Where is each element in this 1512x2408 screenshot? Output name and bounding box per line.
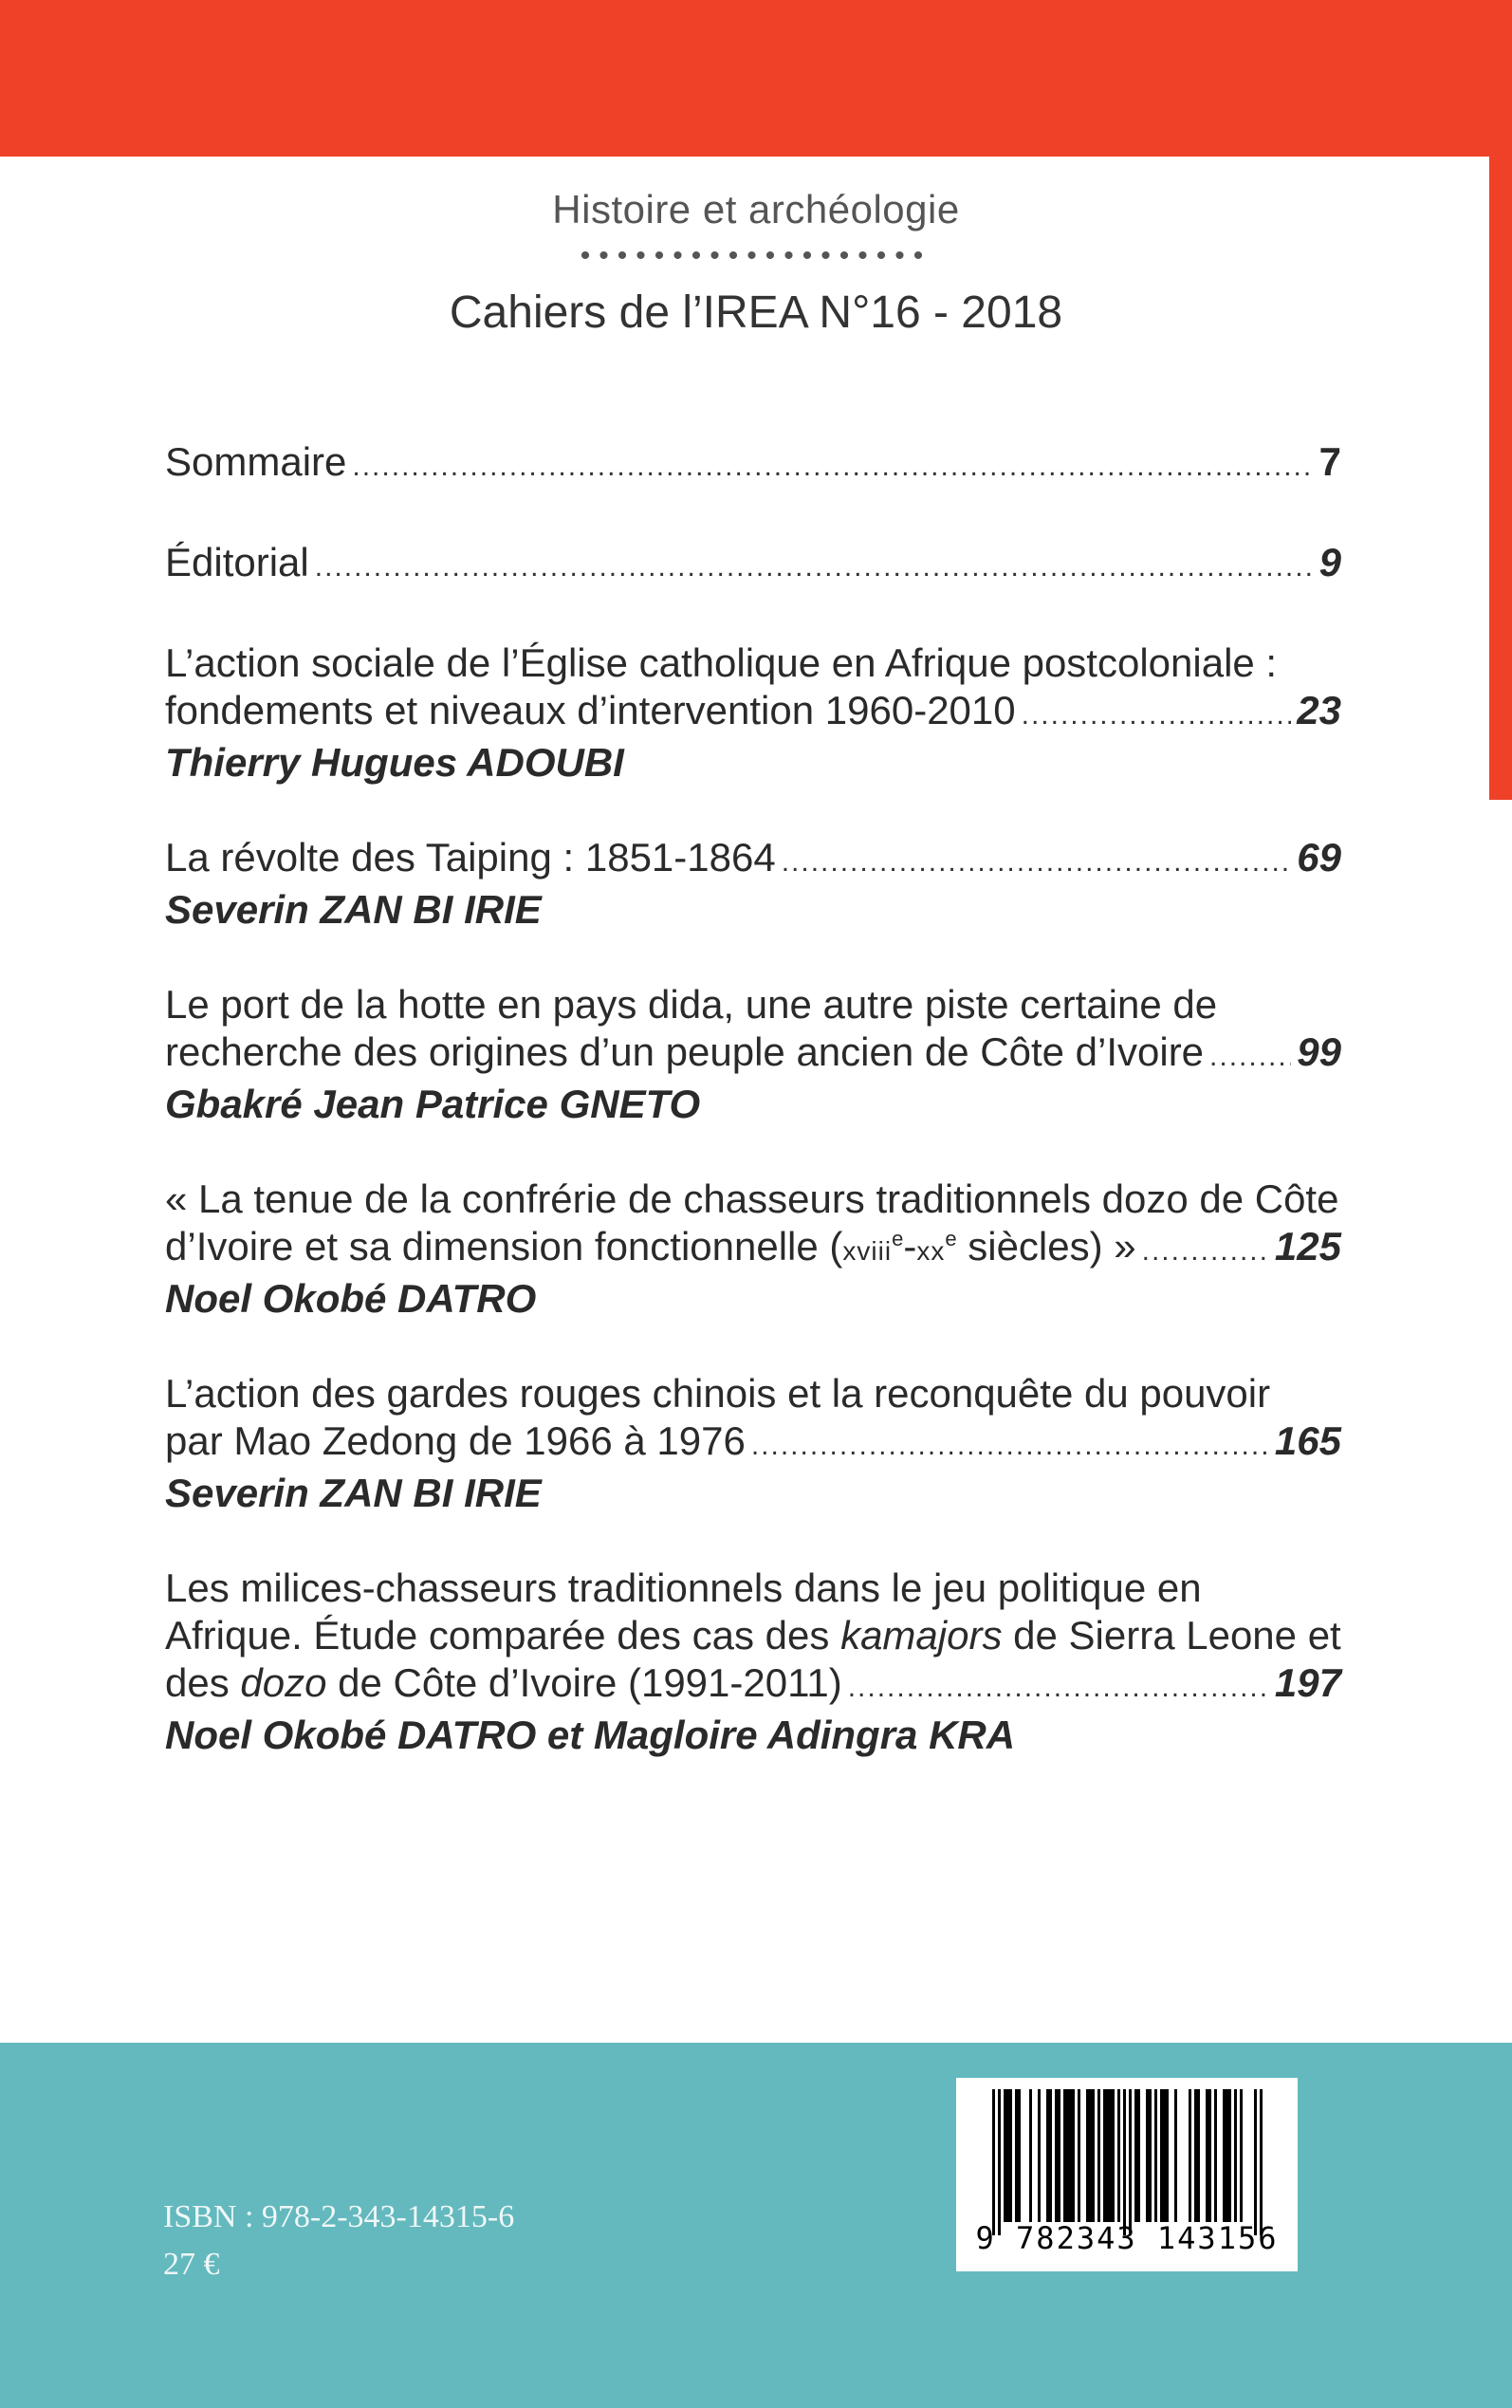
toc-entry-sommaire[interactable] [165, 438, 1341, 491]
barcode-bar [1206, 2089, 1208, 2222]
barcode-bar [1134, 2089, 1137, 2222]
italic-term: dozo [240, 1660, 327, 1705]
barcode-bar [1189, 2089, 1191, 2222]
page-number: 99 [1297, 1029, 1341, 1074]
barcode-bar [1112, 2089, 1115, 2222]
entry-title-line: par Mao Zedong de 1966 à 1976 [165, 1418, 746, 1463]
barcode-bar [1106, 2089, 1109, 2222]
entry-title-line: La révolte des Taiping : 1851-1864 [165, 835, 776, 880]
barcode-bar [1004, 2089, 1006, 2222]
page-number: 7 [1318, 439, 1341, 484]
barcode-bar [1146, 2089, 1149, 2222]
toc-entry-article-3[interactable] [165, 981, 1341, 1128]
barcode-bar [1174, 2089, 1177, 2222]
toc-entry-article-6[interactable] [165, 1565, 1341, 1759]
barcode-bar [1109, 2089, 1112, 2222]
page-number: 23 [1297, 688, 1341, 732]
barcode-bar [1066, 2089, 1069, 2222]
entry-title-line: d’Ivoire et sa dimension fonctionnelle ($xviii^e-xx^e$ siècles) » [165, 1224, 1136, 1269]
barcode-bar [1063, 2089, 1066, 2222]
entry-title: Éditorial [165, 540, 309, 584]
entry-author: Thierry Hugues ADOUBI [165, 740, 624, 785]
toc-entry-article-1[interactable] [165, 639, 1341, 787]
barcode-bar [1018, 2089, 1021, 2222]
page-number: 9 [1318, 540, 1341, 584]
page-number: 197 [1274, 1660, 1341, 1705]
entry-title-line: fondements et niveaux d’intervention 1960-2010 [165, 688, 1016, 732]
isbn-text: ISBN : 978-2-343-14315-6 [163, 2199, 515, 2234]
entry-title-line: recherche des origines d’un peuple ancien de Côte d’Ivoire [165, 1029, 1205, 1074]
barcode-bar [1015, 2089, 1018, 2222]
barcode-bar [1089, 2089, 1092, 2222]
barcode-bar [1049, 2089, 1052, 2222]
dot-leader [1142, 1228, 1269, 1275]
entry-title-line: Les milices-chasseurs traditionnels dans le jeu politique en [165, 1565, 1202, 1610]
barcode-bar [1092, 2089, 1095, 2222]
page-number: 125 [1274, 1224, 1341, 1269]
dot-leader [1022, 692, 1292, 739]
barcode-bar [1069, 2089, 1072, 2222]
dot-leader [1209, 1033, 1291, 1081]
barcode-bar [1006, 2089, 1009, 2222]
barcode [956, 2078, 1298, 2271]
page-number: 165 [1274, 1418, 1341, 1463]
barcode-bar [1009, 2089, 1012, 2222]
toc-entry-article-5[interactable] [165, 1370, 1341, 1517]
barcode-bar [1129, 2089, 1132, 2235]
barcode-bar [1072, 2089, 1075, 2222]
entry-title-line: Afrique. Étude comparée des cas des kamajors de Sierra Leone et [165, 1613, 1341, 1658]
barcode-bar [1078, 2089, 1080, 2222]
barcode-bar [1103, 2089, 1106, 2222]
barcode-bar [1214, 2089, 1217, 2222]
entry-title: Sommaire [165, 439, 347, 484]
entry-author: Gbakré Jean Patrice GNETO [165, 1082, 701, 1126]
barcode-bar [1149, 2089, 1152, 2222]
dotted-separator: ••••••••••••••••••• [580, 240, 932, 271]
barcode-digits: 9 782343 143156 [975, 2220, 1279, 2256]
series-title: Histoire et archéologie [552, 187, 960, 232]
entry-title-line: Le port de la hotte en pays dida, une autre piste certaine de [165, 982, 1218, 1027]
page-number: 69 [1297, 835, 1341, 880]
barcode-bar [1117, 2089, 1120, 2222]
barcode-bar [998, 2089, 1001, 2235]
barcode-bar [1197, 2089, 1200, 2222]
barcode-bar [1234, 2089, 1237, 2222]
dot-leader [751, 1422, 1269, 1470]
italic-term: kamajors [840, 1613, 1003, 1658]
superscript: e [945, 1227, 957, 1250]
barcode-bar [992, 2089, 995, 2235]
barcode-bar [1137, 2089, 1140, 2222]
barcode-bar [1055, 2089, 1058, 2222]
toc-entry-article-2[interactable] [165, 834, 1341, 934]
entry-title-line: L’action sociale de l’Église catholique en Afrique postcoloniale : [165, 640, 1278, 685]
entry-title-line: « La tenue de la confrérie de chasseurs traditionnels dozo de Côte [165, 1176, 1339, 1221]
toc-entry-editorial[interactable] [165, 539, 1341, 591]
century-xviii: xviii [842, 1236, 893, 1266]
barcode-bar [1254, 2089, 1257, 2235]
barcode-bar [1208, 2089, 1211, 2222]
barcode-bar [1123, 2089, 1126, 2235]
table-of-contents [165, 438, 1341, 1759]
entry-author: Severin ZAN BI IRIE [165, 1471, 542, 1515]
entry-title-line: des dozo de Côte d’Ivoire (1991-2011) [165, 1660, 842, 1705]
barcode-bar [1226, 2089, 1228, 2222]
barcode-bar [1228, 2089, 1231, 2222]
barcode-bar [1166, 2089, 1169, 2222]
journal-title: Cahiers de l’IREA N°16 - 2018 [449, 287, 1063, 338]
barcode-bar [1097, 2089, 1100, 2222]
barcode-bar [1240, 2089, 1243, 2222]
barcode-bar [1160, 2089, 1163, 2222]
barcode-bar [1086, 2089, 1089, 2222]
dot-leader [352, 443, 1313, 491]
barcode-bar [1163, 2089, 1166, 2222]
barcode-bar [1058, 2089, 1060, 2222]
dot-leader [782, 839, 1292, 886]
barcode-bar [1223, 2089, 1226, 2222]
entry-title-line: L’action des gardes rouges chinois et la reconquête du pouvoir [165, 1371, 1271, 1416]
entry-author: Noel Okobé DATRO [165, 1276, 537, 1321]
right-side-stripe [1489, 0, 1512, 800]
barcode-bar [1029, 2089, 1032, 2222]
barcode-bar [1046, 2089, 1049, 2222]
dot-leader [315, 544, 1314, 591]
century-xx: xx [916, 1236, 946, 1266]
top-color-band [0, 0, 1512, 157]
barcode-bar [1194, 2089, 1197, 2222]
dot-leader [848, 1664, 1269, 1712]
barcode-bar [1038, 2089, 1041, 2222]
entry-author: Severin ZAN BI IRIE [165, 887, 542, 932]
price-text: 27 € [163, 2247, 220, 2282]
barcode-bar [1260, 2089, 1263, 2235]
toc-entry-article-4[interactable] [165, 1176, 1341, 1323]
barcode-bar [1154, 2089, 1157, 2222]
superscript: e [892, 1227, 904, 1250]
entry-author: Noel Okobé DATRO et Magloire Adingra KRA [165, 1713, 1016, 1757]
